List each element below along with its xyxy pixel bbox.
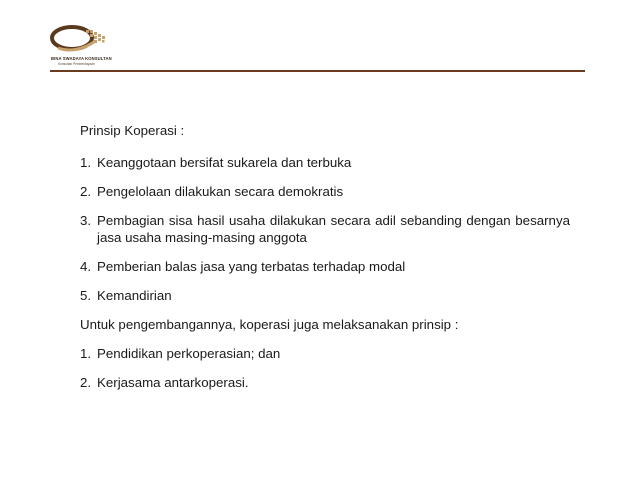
list-item (80, 212, 570, 246)
list-number: 3. (80, 213, 92, 228)
list-item (80, 154, 570, 171)
list-number: 2. (80, 375, 92, 390)
list-number: 1. (80, 346, 92, 361)
list-number: 5. (80, 288, 92, 303)
list-item (80, 345, 570, 362)
list-item (80, 258, 570, 275)
list-text: Pemberian balas jasa yang terbatas terhadap modal (97, 259, 406, 274)
header-divider (50, 70, 585, 72)
list-number: 1. (80, 155, 92, 170)
slide-heading: Prinsip Koperasi : (80, 123, 185, 138)
logo-swoosh-icon (50, 18, 110, 58)
list-text: Pengelolaan dilakukan secara demokratis (97, 184, 344, 199)
logo-tagline: Konsultan Pemberdayaan (58, 62, 95, 66)
logo-name: BINA SWADAYA KONSULTAN (51, 56, 112, 61)
list-text: Kemandirian (97, 288, 172, 303)
slide-content (80, 122, 570, 403)
list-number: 4. (80, 259, 92, 274)
list-text: Kerjasama antarkoperasi. (97, 375, 249, 390)
secondary-intro: Untuk pengembangannya, koperasi juga melaksanakan prinsip : (80, 317, 459, 332)
list-item (80, 287, 570, 304)
list-number: 2. (80, 184, 92, 199)
list-text: Keanggotaan bersifat sukarela dan terbuka (97, 155, 352, 170)
list-text: Pembagian sisa hasil usaha dilakukan secara adil sebanding dengan besarnya jasa usaha masing-masing anggota (97, 213, 570, 245)
list-item (80, 374, 570, 391)
company-logo (50, 18, 110, 70)
list-text: Pendidikan perkoperasian; dan (97, 346, 281, 361)
list-item (80, 183, 570, 200)
